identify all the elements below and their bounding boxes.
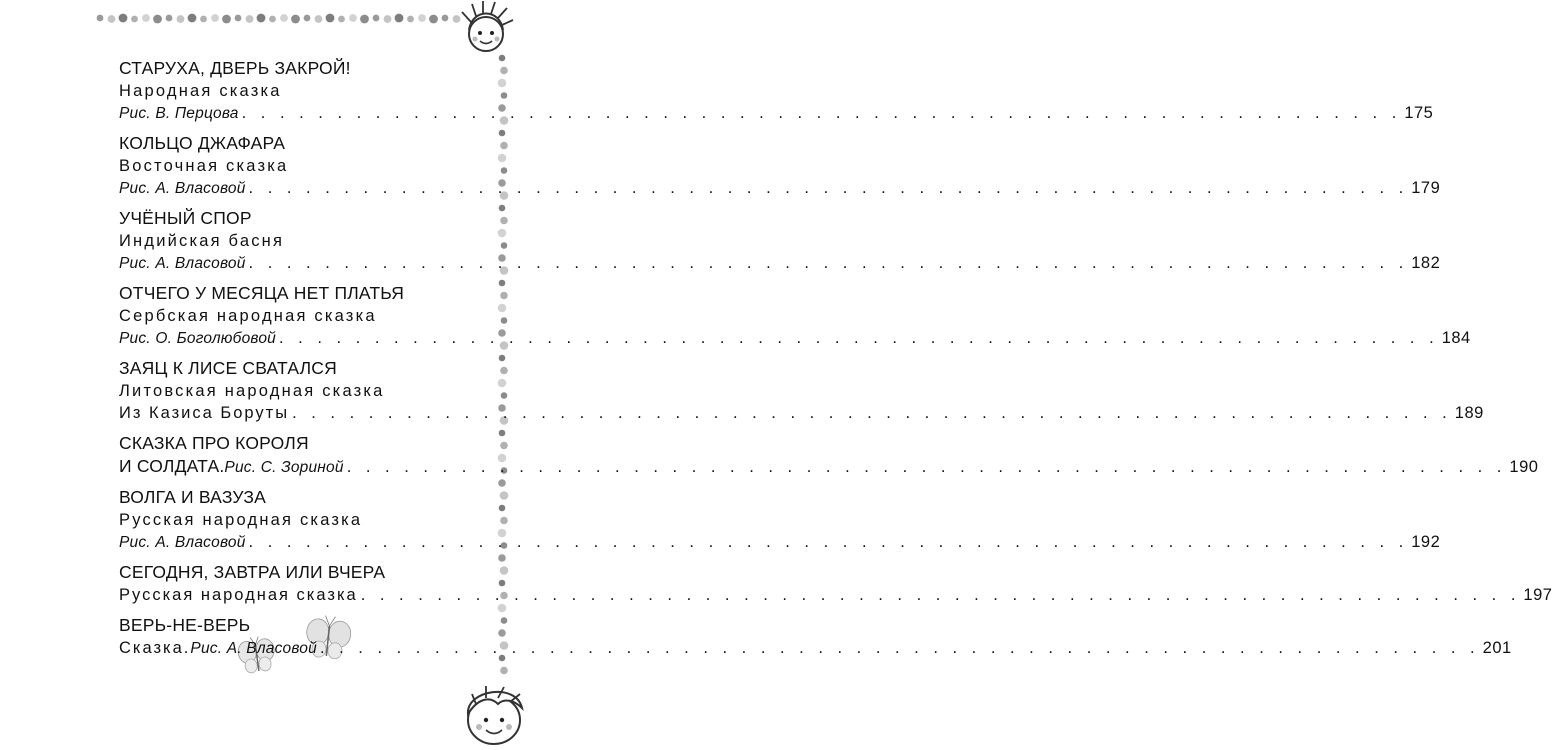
border-dot: [131, 16, 138, 23]
border-dot: [499, 355, 506, 362]
border-dot: [501, 167, 508, 174]
border-dot: [500, 566, 509, 575]
border-dot: [501, 617, 508, 624]
border-dot: [500, 491, 509, 500]
entry-title: УЧЁНЫЙ СПОР: [119, 208, 252, 228]
illustrator-credit: Рис. В. Перцова: [119, 105, 239, 122]
entry-title: ВЕРЬ-НЕ-ВЕРЬ: [119, 615, 251, 635]
leader-dots: . . . . . . . . . . . . . . . . . . . . . . . . . . . . . . . . . . . . . . . . . . . . . . . . . . . . . . . . . . . . .: [319, 639, 1480, 657]
entry-credit-line: [119, 584, 1552, 607]
border-dot: [269, 16, 276, 23]
leader-dots: . . . . . . . . . . . . . . . . . . . . . . . . . . . . . . . . . . . . . . . . . . . . . . . . . . . . . . . . . . . . .: [278, 329, 1439, 347]
page-number: 179: [1411, 179, 1441, 197]
toc-entry[interactable]: [119, 357, 1484, 425]
entry-title: СКАЗКА ПРО КОРОЛЯ: [119, 433, 309, 453]
border-dot: [349, 14, 357, 22]
border-dot: [315, 15, 323, 23]
entry-subtitle: Русская народная сказка: [119, 586, 358, 604]
leader-dots: . . . . . . . . . . . . . . . . . . . . . . . . . . . . . . . . . . . . . . . . . . . . . . . . . . . . . . . . . . . . .: [292, 404, 1452, 422]
illustrator-credit: Рис. А. Власовой: [119, 255, 246, 272]
page-number: 184: [1441, 329, 1471, 347]
border-dot: [500, 67, 508, 75]
leader-dots: . . . . . . . . . . . . . . . . . . . . . . . . . . . . . . . . . . . . . . . . . . . . . . . . . . . . . . . . . . . . .: [248, 533, 1409, 551]
entry-credit-line: [119, 531, 1441, 554]
border-dot: [501, 392, 508, 399]
border-dot: [501, 92, 508, 99]
border-dot: [338, 16, 345, 23]
border-dot: [257, 14, 266, 23]
illustrator-credit: Рис. С. Зориной: [224, 459, 344, 476]
entry-title-continued: И СОЛДАТА.: [119, 456, 225, 476]
border-dot: [97, 15, 104, 22]
page-number: 197: [1523, 586, 1552, 604]
entry-credit-line: [119, 177, 1441, 200]
entry-title: ВОЛГА И ВАЗУЗА: [119, 487, 266, 507]
girl-face-icon: [462, 1, 513, 51]
border-dot: [246, 15, 254, 23]
border-dot: [498, 79, 507, 88]
border-dot: [200, 16, 207, 23]
border-dot: [500, 217, 508, 225]
border-dot: [498, 154, 507, 163]
border-dot: [142, 14, 150, 22]
border-dot: [500, 442, 508, 450]
border-dot: [498, 304, 507, 313]
border-dot: [153, 15, 162, 24]
border-dot: [498, 479, 506, 487]
entry-subtitle: Индийская басня: [119, 232, 285, 250]
leader-dots: . . . . . . . . . . . . . . . . . . . . . . . . . . . . . . . . . . . . . . . . . . . . . . . . . . . . . . . . . . . . .: [248, 254, 1409, 272]
page-number: 175: [1404, 104, 1434, 122]
page-number: 190: [1509, 458, 1539, 476]
border-dot: [407, 16, 414, 23]
entry-title: ЗАЯЦ К ЛИСЕ СВАТАЛСЯ: [119, 358, 337, 378]
border-dot: [499, 505, 506, 512]
border-dot: [166, 15, 173, 22]
border-dot: [500, 517, 508, 525]
leader-dots: . . . . . . . . . . . . . . . . . . . . . . . . . . . . . . . . . . . . . . . . . . . . . . . . . . . . . . . . . . . . .: [346, 458, 1507, 476]
toc-entry[interactable]: [119, 432, 1539, 479]
entry-title: ОТЧЕГО У МЕСЯЦА НЕТ ПЛАТЬЯ: [119, 283, 405, 303]
border-dot: [498, 229, 507, 238]
toc-entry[interactable]: [119, 207, 1441, 275]
border-dot: [384, 15, 392, 23]
border-dot: [304, 15, 311, 22]
entry-subtitle: Восточная сказка: [119, 157, 289, 175]
border-dot: [500, 142, 508, 150]
entry-subtitle: Сербская народная сказка: [119, 307, 377, 325]
border-dot: [500, 667, 508, 675]
entry-credit-line: [119, 402, 1484, 425]
border-dot: [108, 15, 116, 23]
border-dot: [235, 15, 242, 22]
leader-dots: . . . . . . . . . . . . . . . . . . . . . . . . . . . . . . . . . . . . . . . . . . . . . . . . . . . . . . . . . . . . .: [360, 586, 1521, 604]
border-dot: [326, 14, 335, 23]
illustrator-credit: Рис. А. Власовой: [119, 180, 246, 197]
border-dot: [395, 14, 404, 23]
page-number: 189: [1454, 404, 1484, 422]
entry-subtitle: Литовская народная сказка: [119, 382, 385, 400]
table-of-contents: [119, 57, 1552, 667]
border-dot: [499, 205, 506, 212]
right-dot-border: [498, 55, 509, 675]
border-dot: [188, 14, 197, 23]
entry-subtitle: Народная сказка: [119, 82, 282, 100]
border-dot: [453, 15, 461, 23]
boy-face-icon: [468, 686, 522, 744]
border-dot: [499, 55, 506, 62]
entry-credit-line: [119, 637, 1512, 660]
entry-credit-line: [119, 102, 1434, 125]
border-dot: [442, 15, 449, 22]
border-dot: [119, 14, 128, 23]
page-number: 201: [1482, 639, 1512, 657]
entry-credit-line: [119, 252, 1441, 275]
illustrator-credit: Рис. А. Власовой: [119, 534, 246, 551]
border-dot: [280, 14, 288, 22]
border-dot: [499, 130, 506, 137]
illustrator-credit: Рис. О. Боголюбовой: [119, 330, 276, 347]
entry-subtitle: Русская народная сказка: [119, 511, 363, 529]
page-number: 182: [1411, 254, 1441, 272]
border-dot: [211, 14, 219, 22]
border-dot: [498, 554, 506, 562]
border-dot: [498, 379, 507, 388]
leader-dots: . . . . . . . . . . . . . . . . . . . . . . . . . . . . . . . . . . . . . . . . . . . . . . . . . . . . . . . . . . . . .: [248, 179, 1409, 197]
entry-subtitle: Сказка.: [119, 639, 191, 657]
border-dot: [291, 15, 300, 24]
border-dot: [418, 14, 426, 22]
border-dot: [360, 15, 369, 24]
toc-entry[interactable]: [119, 486, 1441, 554]
border-dot: [429, 15, 438, 24]
border-dot: [498, 629, 506, 637]
border-dot: [501, 317, 508, 324]
top-dot-border: [97, 14, 461, 24]
toc-entry[interactable]: [119, 57, 1434, 125]
leader-dots: . . . . . . . . . . . . . . . . . . . . . . . . . . . . . . . . . . . . . . . . . . . . . . . . . . . . . . . . . . . . .: [241, 104, 1402, 122]
toc-entry[interactable]: [119, 561, 1552, 607]
entry-title: КОЛЬЦО ДЖАФАРА: [119, 133, 286, 153]
toc-entry[interactable]: [119, 282, 1471, 350]
border-dot: [500, 367, 508, 375]
source-credit: Из Казиса Боруты: [119, 404, 290, 422]
border-dot: [501, 242, 508, 249]
border-dot: [499, 430, 506, 437]
illustrator-credit: Рис. А. Власовой: [190, 640, 317, 657]
toc-entry[interactable]: [119, 614, 1512, 660]
border-dot: [499, 280, 506, 287]
entry-title: СЕГОДНЯ, ЗАВТРА ИЛИ ВЧЕРА: [119, 562, 386, 582]
border-dot: [222, 15, 231, 24]
border-dot: [373, 15, 380, 22]
border-dot: [177, 15, 185, 23]
entry-credit-line: [119, 455, 1539, 479]
entry-title: СТАРУХА, ДВЕРЬ ЗАКРОЙ!: [119, 58, 351, 78]
border-dot: [500, 292, 508, 300]
toc-entry[interactable]: [119, 132, 1441, 200]
page-number: 192: [1411, 533, 1441, 551]
entry-credit-line: [119, 327, 1471, 350]
